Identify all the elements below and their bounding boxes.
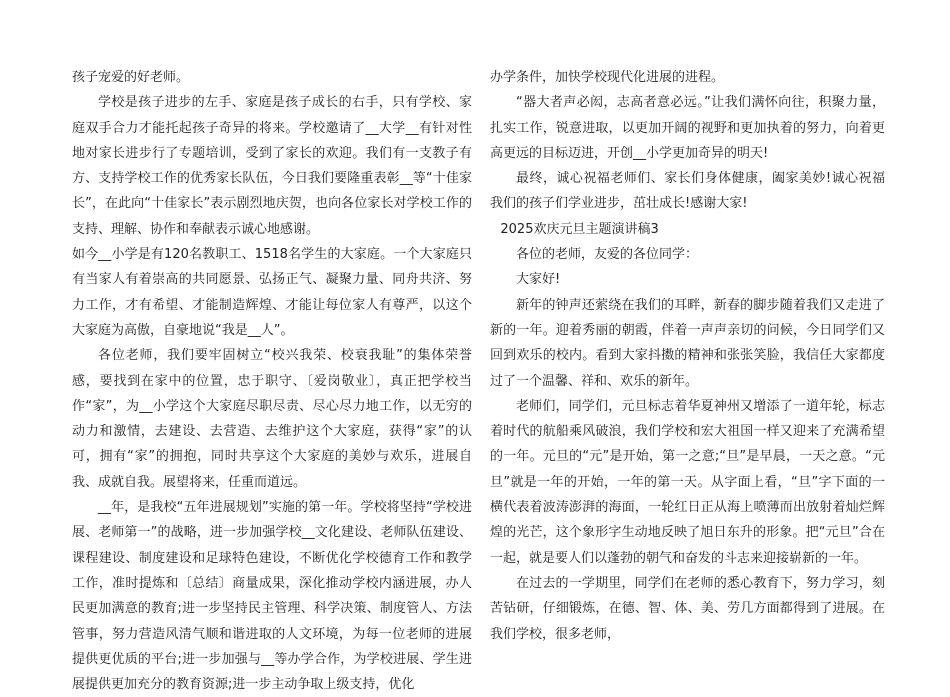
left-column bbox=[72, 65, 472, 697]
paragraph: 孩子宠爱的好老师。 bbox=[72, 70, 190, 85]
paragraph: 在过去的一学期里，同学们在老师的悉心教育下，努力学习，刻苦钻研，仔细锻炼，在德、智、体、美、劳几方面都得到了进展。在我们学校，很多老师， bbox=[490, 575, 885, 642]
greeting: 大家好! bbox=[516, 272, 561, 288]
paragraph: 如今__小学是有120名教职工、1518名学生的大家庭。一个大家庭只有当家人有着崇高的共同愿景、弘扬正气、凝聚力量、同舟共济、努力工作，才有希望、才能制造辉煌、才能让每位家人有尊严，以这个大家庭为高傲，自豪地说“我是__人”。 bbox=[72, 247, 472, 338]
paragraph: 新年的钟声还萦绕在我们的耳畔，新春的脚步随着我们又走进了新的一年。迎着秀丽的朝霞，伴着一声声亲切的问候，今日同学们又回到欢乐的校内。看到大家抖擞的精神和张张笑脸，我信任大家都度过了一个温馨、祥和、欢乐的新年。 bbox=[490, 297, 885, 389]
salutation: 各位的老师，友爱的各位同学： bbox=[516, 247, 699, 263]
paragraph: 老师们，同学们，元旦标志着华夏神州又增添了一道年轮，标志着时代的航船乘风破浪，我们学校和宏大祖国一样又迎来了充满希望的一年。元旦的“元”是开始，第一之意;“旦”是早晨，一天之意。“元旦”就是一年的开始，一年的第一天。从字面上看，“旦”字下面的一横代表着波涛澎湃的海面，一轮红日正从海上喷薄而出放射着灿烂辉煌的光芒，这个象形字生动地反映了旭日东升的形象。把“元旦”合在一起，就是要人们以蓬勃的朝气和奋发的斗志来迎接崭新的一年。 bbox=[490, 398, 885, 566]
paragraph: “器大者声必闳，志高者意必远。”让我们满怀向往，积聚力量，扎实工作，锐意进取，以更加开阔的视野和更加执着的努力，向着更高更远的目标迈进，开创__小学更加奇异的明天! bbox=[490, 95, 885, 161]
paragraph: __年，是我校“五年进展规划”实施的第一年。学校将坚持“学校进展、老师第一”的战略，进一步加强学校__文化建设、老师队伍建设、课程建设、制度建设和足球特色建设，不断优化学校德育工作和教学工作，准时提炼和〔总结〕商量成果，深化推动学校内涵进展，办人民更加满意的教育;进一步坚持民主管理、科学决策、制度管人、方法管事，努力营造风清气顺和谐进取的人文环境，为每一位老师的进展提供更优质的平台;进一步加强与__等办学合作，为学校进展、学生进展提供更加充分的教育资源;进一步主动争取上级支持，优化 bbox=[72, 500, 472, 693]
paragraph: 最终，诚心祝福老师们、家长们身体健康，阖家美妙!诚心祝福我们的孩子们学业进步，茁壮成长!感谢大家! bbox=[490, 171, 885, 212]
right-column bbox=[490, 65, 885, 647]
paragraph: 各位老师，我们要牢固树立“校兴我荣、校衰我耻”的集体荣誉感，要找到在家中的位置，忠于职守、〔爱岗敬业〕，真正把学校当作“家”，为__小学这个大家庭尽职尽责、尽心尽力地工作，以无穷的动力和激情，去建设、去营造、去维护这个大家庭，获得“家”的认可，拥有“家”的拥抱，同时共享这个大家庭的美妙与欢乐，进展自我、成就自我。展望将来，任重而道远。 bbox=[72, 348, 472, 490]
paragraph: 办学条件，加快学校现代化进展的进程。 bbox=[490, 70, 725, 85]
paragraph: 学校是孩子进步的左手、家庭是孩子成长的右手，只有学校、家庭双手合力才能托起孩子奇异的将来。学校邀请了__大学__有针对性地对家长进步行了专题培训，受到了家长的欢迎。我们有一支教子有方、支持学校工作的优秀家长队伍，今日我们要隆重表彰__等“十佳家长”，在此向“十佳家长”表示剧烈地庆贺，也向各位家长对学校工作的支持、理解、协作和奉献表示诚心地感谢。 bbox=[72, 95, 472, 237]
section-heading: 2025欢庆元旦主题演讲稿3 bbox=[500, 221, 659, 237]
